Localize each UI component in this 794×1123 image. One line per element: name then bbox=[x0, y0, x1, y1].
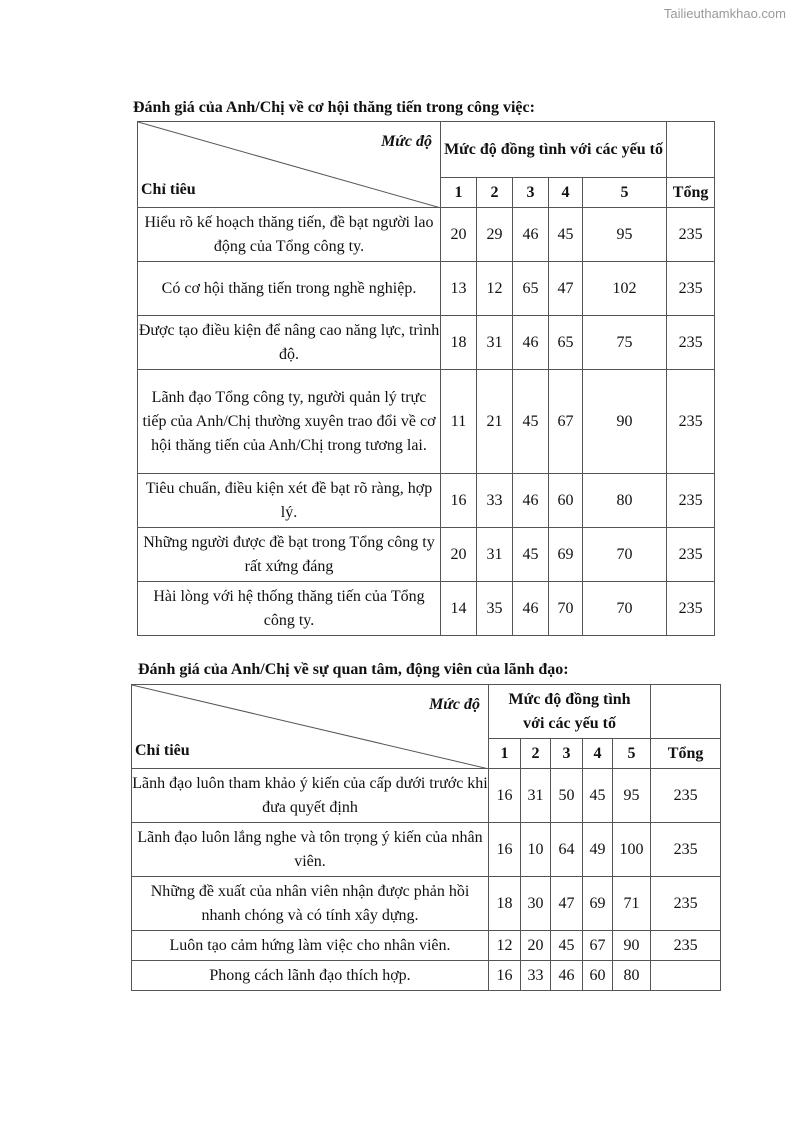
value-cell-2: 20 bbox=[521, 931, 551, 961]
criterion-label: Lãnh đạo luôn tham khảo ý kiến của cấp dưới trước khi đưa quyết định bbox=[132, 769, 489, 823]
criterion-label: Được tạo điều kiện để nâng cao năng lực, trình độ. bbox=[138, 316, 441, 370]
value-cell-1: 18 bbox=[441, 316, 477, 370]
value-cell-5: 70 bbox=[583, 528, 667, 582]
value-cell-5: 95 bbox=[613, 769, 651, 823]
value-cell-3: 45 bbox=[513, 528, 549, 582]
criterion-label: Hiểu rõ kế hoạch thăng tiến, đề bạt người lao động của Tổng công ty. bbox=[138, 208, 441, 262]
value-cell-1: 20 bbox=[441, 528, 477, 582]
criterion-label: Luôn tạo cảm hứng làm việc cho nhân viên. bbox=[132, 931, 489, 961]
level-label: Mức độ bbox=[381, 133, 432, 150]
value-cell-5: 100 bbox=[613, 823, 651, 877]
total-cell: 235 bbox=[667, 474, 715, 528]
value-cell-4: 60 bbox=[549, 474, 583, 528]
value-cell-2: 33 bbox=[477, 474, 513, 528]
total-cell: 235 bbox=[651, 877, 721, 931]
value-cell-3: 64 bbox=[551, 823, 583, 877]
value-cell-1: 12 bbox=[489, 931, 521, 961]
value-cell-3: 47 bbox=[551, 877, 583, 931]
table-row bbox=[138, 370, 715, 474]
value-cell-4: 67 bbox=[583, 931, 613, 961]
col-header-total: Tổng bbox=[651, 739, 721, 769]
value-cell-2: 31 bbox=[477, 316, 513, 370]
watermark: Tailieuthamkhao.com bbox=[663, 6, 786, 21]
header-diagonal-cell bbox=[138, 122, 441, 208]
col-header-5: 5 bbox=[613, 739, 651, 769]
total-cell: 235 bbox=[667, 262, 715, 316]
value-cell-4: 67 bbox=[549, 370, 583, 474]
value-cell-5: 102 bbox=[583, 262, 667, 316]
agreement-group-header: Mức độ đồng tình với các yếu tố bbox=[489, 685, 651, 739]
total-cell: 235 bbox=[667, 582, 715, 636]
value-cell-3: 65 bbox=[513, 262, 549, 316]
total-cell: 235 bbox=[651, 931, 721, 961]
total-header-spacer bbox=[651, 685, 721, 739]
table-row bbox=[132, 961, 721, 991]
col-header-2: 2 bbox=[477, 178, 513, 208]
value-cell-5: 90 bbox=[583, 370, 667, 474]
criterion-label: Phong cách lãnh đạo thích hợp. bbox=[132, 961, 489, 991]
value-cell-3: 45 bbox=[551, 931, 583, 961]
criterion-label: Có cơ hội thăng tiến trong nghề nghiệp. bbox=[138, 262, 441, 316]
table-row bbox=[132, 769, 721, 823]
value-cell-2: 31 bbox=[521, 769, 551, 823]
total-cell: 235 bbox=[651, 769, 721, 823]
value-cell-2: 30 bbox=[521, 877, 551, 931]
value-cell-5: 80 bbox=[583, 474, 667, 528]
value-cell-4: 70 bbox=[549, 582, 583, 636]
level-label: Mức độ bbox=[429, 696, 480, 713]
value-cell-1: 16 bbox=[489, 961, 521, 991]
table-row bbox=[138, 474, 715, 528]
total-cell: 235 bbox=[667, 208, 715, 262]
value-cell-1: 16 bbox=[441, 474, 477, 528]
criteria-label: Chỉ tiêu bbox=[135, 742, 190, 759]
criteria-label: Chỉ tiêu bbox=[141, 181, 196, 198]
value-cell-1: 18 bbox=[489, 877, 521, 931]
col-header-1: 1 bbox=[441, 178, 477, 208]
value-cell-1: 16 bbox=[489, 823, 521, 877]
table-row bbox=[138, 582, 715, 636]
col-header-1: 1 bbox=[489, 739, 521, 769]
value-cell-1: 13 bbox=[441, 262, 477, 316]
total-cell: 235 bbox=[667, 316, 715, 370]
value-cell-2: 10 bbox=[521, 823, 551, 877]
value-cell-3: 46 bbox=[513, 316, 549, 370]
table-row bbox=[138, 528, 715, 582]
value-cell-4: 47 bbox=[549, 262, 583, 316]
table-row bbox=[132, 823, 721, 877]
total-cell: 235 bbox=[651, 823, 721, 877]
total-header-spacer bbox=[667, 122, 715, 178]
value-cell-3: 50 bbox=[551, 769, 583, 823]
table2-title: Đánh giá của Anh/Chị về sự quan tâm, động viên của lãnh đạo: bbox=[138, 661, 569, 678]
total-cell: 235 bbox=[667, 370, 715, 474]
value-cell-2: 29 bbox=[477, 208, 513, 262]
value-cell-5: 90 bbox=[613, 931, 651, 961]
value-cell-5: 95 bbox=[583, 208, 667, 262]
criterion-label: Những người được đề bạt trong Tổng công ty rất xứng đáng bbox=[138, 528, 441, 582]
value-cell-5: 70 bbox=[583, 582, 667, 636]
criterion-label: Lãnh đạo luôn lắng nghe và tôn trọng ý kiến của nhân viên. bbox=[132, 823, 489, 877]
col-header-4: 4 bbox=[583, 739, 613, 769]
value-cell-4: 69 bbox=[583, 877, 613, 931]
table-row bbox=[138, 208, 715, 262]
value-cell-5: 71 bbox=[613, 877, 651, 931]
leadership-table bbox=[131, 684, 721, 991]
value-cell-2: 33 bbox=[521, 961, 551, 991]
value-cell-1: 20 bbox=[441, 208, 477, 262]
value-cell-2: 21 bbox=[477, 370, 513, 474]
value-cell-4: 60 bbox=[583, 961, 613, 991]
value-cell-1: 11 bbox=[441, 370, 477, 474]
criterion-label: Hài lòng với hệ thống thăng tiến của Tổng công ty. bbox=[138, 582, 441, 636]
value-cell-4: 45 bbox=[583, 769, 613, 823]
col-header-2: 2 bbox=[521, 739, 551, 769]
value-cell-2: 35 bbox=[477, 582, 513, 636]
header-diagonal-cell bbox=[132, 685, 489, 769]
value-cell-3: 46 bbox=[513, 208, 549, 262]
criterion-label: Tiêu chuẩn, điều kiện xét đề bạt rõ ràng, hợp lý. bbox=[138, 474, 441, 528]
criterion-label: Lãnh đạo Tổng công ty, người quản lý trực tiếp của Anh/Chị thường xuyên trao đổi về cơ hội thăng tiến của Anh/Chị trong tương lai. bbox=[138, 370, 441, 474]
value-cell-4: 49 bbox=[583, 823, 613, 877]
col-header-5: 5 bbox=[583, 178, 667, 208]
value-cell-3: 46 bbox=[551, 961, 583, 991]
value-cell-2: 12 bbox=[477, 262, 513, 316]
value-cell-5: 80 bbox=[613, 961, 651, 991]
value-cell-1: 14 bbox=[441, 582, 477, 636]
col-header-3: 3 bbox=[551, 739, 583, 769]
table1-title: Đánh giá của Anh/Chị về cơ hội thăng tiến trong công việc: bbox=[133, 99, 535, 116]
value-cell-1: 16 bbox=[489, 769, 521, 823]
value-cell-3: 45 bbox=[513, 370, 549, 474]
value-cell-3: 46 bbox=[513, 582, 549, 636]
value-cell-4: 65 bbox=[549, 316, 583, 370]
agreement-group-header: Mức độ đồng tình với các yếu tố bbox=[441, 122, 667, 178]
value-cell-4: 69 bbox=[549, 528, 583, 582]
total-cell bbox=[651, 961, 721, 991]
promotion-table bbox=[137, 121, 715, 636]
col-header-4: 4 bbox=[549, 178, 583, 208]
criterion-label: Những đề xuất của nhân viên nhận được phản hồi nhanh chóng và có tính xây dựng. bbox=[132, 877, 489, 931]
total-cell: 235 bbox=[667, 528, 715, 582]
col-header-total: Tổng bbox=[667, 178, 715, 208]
table-row bbox=[132, 931, 721, 961]
value-cell-5: 75 bbox=[583, 316, 667, 370]
table-row bbox=[132, 877, 721, 931]
table-row bbox=[138, 262, 715, 316]
table-row bbox=[138, 316, 715, 370]
value-cell-2: 31 bbox=[477, 528, 513, 582]
value-cell-3: 46 bbox=[513, 474, 549, 528]
value-cell-4: 45 bbox=[549, 208, 583, 262]
col-header-3: 3 bbox=[513, 178, 549, 208]
